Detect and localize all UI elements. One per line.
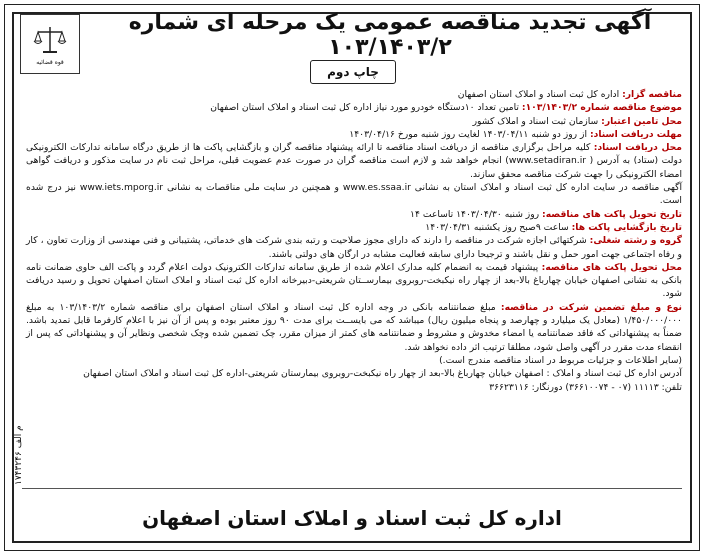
scales-icon <box>33 23 67 57</box>
ad-item <box>26 367 682 380</box>
ad-item-label: محل دریافت اسناد: <box>593 142 682 154</box>
ad-item-label: گروه و رشته شغلی: <box>589 235 682 247</box>
ad-reference-code: م الف ۱۷۴۳۲۴۶ <box>14 425 24 485</box>
ad-item-text: (سایر اطلاعات و جزئیات مربوط در اسناد مناقصه مندرج است.) <box>439 354 682 366</box>
ad-item-label: مهلت دریافت اسناد: <box>589 128 682 140</box>
print-stage-badge: چاپ دوم <box>310 60 396 84</box>
ad-item <box>26 88 682 101</box>
ad-item-text: تلفن: ۱۱۱۱۳ (۰۷ - ۳۶۶۱۰۰۷۴) دورنگار: ۳۶۶۲۳۱۱۶ <box>489 381 682 393</box>
ad-item <box>26 261 682 301</box>
ad-item-text: تامین تعداد ۱۰دستگاه خودرو مورد نیاز اداره کل ثبت اسناد و املاک استان اصفهان <box>210 102 522 114</box>
ad-item-label: تاریخ بازگشایی پاکت ها: <box>571 221 682 233</box>
ad-item-text: کلیه مراحل برگزاری مناقصه از دریافت اسناد مناقصه تا ارائه پیشنهاد مناقصه گران و بازگشایی پاکت ها از طریق درگاه سامانه تدارکات الکترونیکی دولت (ستاد) به آدرس ( www.setadiran.ir) انجام خواهد شد و لازم است مناقصه گران در صورت عدم عضویت قبلی، مراحل ثبت نام در سایت مذکور و دریافت گواهی امضاء الکترونیکی را جهت شرکت مناقصه محقق سازند. <box>26 142 682 180</box>
ad-item-text: اداره کل ثبت اسناد و املاک استان اصفهان <box>457 89 623 100</box>
ad-item <box>26 101 682 114</box>
ad-item <box>26 141 682 181</box>
ad-item-label: نوع و مبلغ تضمین شرکت در مناقصه: <box>500 301 682 313</box>
ad-item <box>26 301 682 354</box>
ad-item <box>26 234 682 261</box>
ad-item-text: روز شنبه ۱۴۰۳/۰۴/۳۰ تاساعت ۱۴ <box>410 208 543 220</box>
ad-item-label: محل تحویل پاکت های مناقصه: <box>541 261 682 273</box>
ad-item <box>26 208 682 221</box>
ad-body <box>26 88 682 394</box>
ad-item-text: آگهی مناقصه در سایت اداره کل ثبت اسناد و املاک استان به نشانی www.es.ssaa.ir و همچنین در سایت ملی مناقصات به نشانی www.iets.mporg.ir نیز درج شده است. <box>26 182 683 207</box>
judiciary-emblem <box>20 14 80 74</box>
ad-item-label: مناقصه گزار: <box>622 89 682 100</box>
ad-item-text: شرکتهائی اجازه شرکت در مناقصه را دارند که دارای مجوز صلاحیت و رتبه بندی شرکت های خدماتی، پشتیبانی و فنی مهندسی از وزارت تعاون ، کار و رفاه اجتماعی جهت امور حمل و نقل باشند و ترجیحا دارای سابقه فعالیت مشابه در ارگان های دولتی باشند. <box>26 235 682 260</box>
ad-item-label: محل تامین اعتبار: <box>601 115 682 127</box>
ad-item-text: از روز دو شنبه ۱۴۰۳/۰۴/۱۱ لغایت روز شنبه مورخ ۱۴۰۳/۰۴/۱۶ <box>349 128 590 140</box>
ad-item-text: سازمان ثبت اسناد و املاک کشور <box>472 115 602 127</box>
ad-item <box>26 115 682 128</box>
footer-divider <box>22 488 682 489</box>
ad-item <box>26 221 682 234</box>
ad-item <box>26 181 682 208</box>
ad-item-text: مبلغ ضمانتنامه بانکی در وجه اداره کل ثبت اسناد و املاک استان اصفهان برای مناقصه شماره ۱۰۳/۱۴۰۳/۲ به مبلغ ۱/۴۵۰/۰۰۰/۰۰۰ (معادل یک میلیارد و چهارصد و پنجاه میلیون ریال) میباشد که می بایســت برای مدت ۹۰ روز معتبر بوده و پس از آن نیز با اعلام کارفرما قابل تمدید باشد. ضمناً به پیشنهاداتی که فاقد ضمانتنامه یا امضاء مخدوش و مشروط و ضمانتنامه های کمتر از میزان مقرر، چک تضمین شده وچک شخصی ونظایر آن و پیشنهاداتی که پس از انقضاء مدت مقرر در آگهی واصل شود، مطلقا ترتیب اثر داده نخواهد شد. <box>26 301 682 353</box>
ad-item <box>26 381 682 394</box>
ad-item-label: تاریخ تحویل پاکت های مناقصه: <box>542 208 682 220</box>
ad-item-label: موضوع مناقصه شماره ۱۰۳/۱۴۰۳/۲: <box>521 102 682 114</box>
ad-title: آگهی تجدید مناقصه عمومی یک مرحله ای شماره ۱۰۳/۱۴۰۳/۲ <box>128 10 652 60</box>
ad-item-text: ساعت ۹صبح روز یکشنبه ۱۴۰۳/۰۴/۳۱ <box>425 221 572 233</box>
ad-footer-organization: اداره کل ثبت اسناد و املاک استان اصفهان <box>142 506 562 530</box>
emblem-label: قوه قضائیه <box>36 58 64 66</box>
ad-item-text: آدرس اداره کل ثبت اسناد و املاک : اصفهان خیابان چهارباغ بالا-بعد از چهار راه نیکبخت-روبروی بیمارستان شریعتی-اداره کل ثبت اسناد و املاک استان اصفهان <box>83 368 682 380</box>
ad-item-text: پیشنهاد قیمت به انضمام کلیه مدارک اعلام شده از طریق سامانه تدارکات الکترونیک دولت اعلام گردد و پاکت الف حاوی ضمانت نامه بانکی به نشانی اصفهان خیابان چهارباغ بالا-بعد از چهار راه نیکبخت-روبروی بیمارســتان شریعتی-دبیرخانه اداره کل ثبت اسناد و املاک استان اصفهان تحویل و رسید دریافت شود. <box>26 261 682 300</box>
ad-item <box>26 354 682 367</box>
ad-item <box>26 128 682 141</box>
